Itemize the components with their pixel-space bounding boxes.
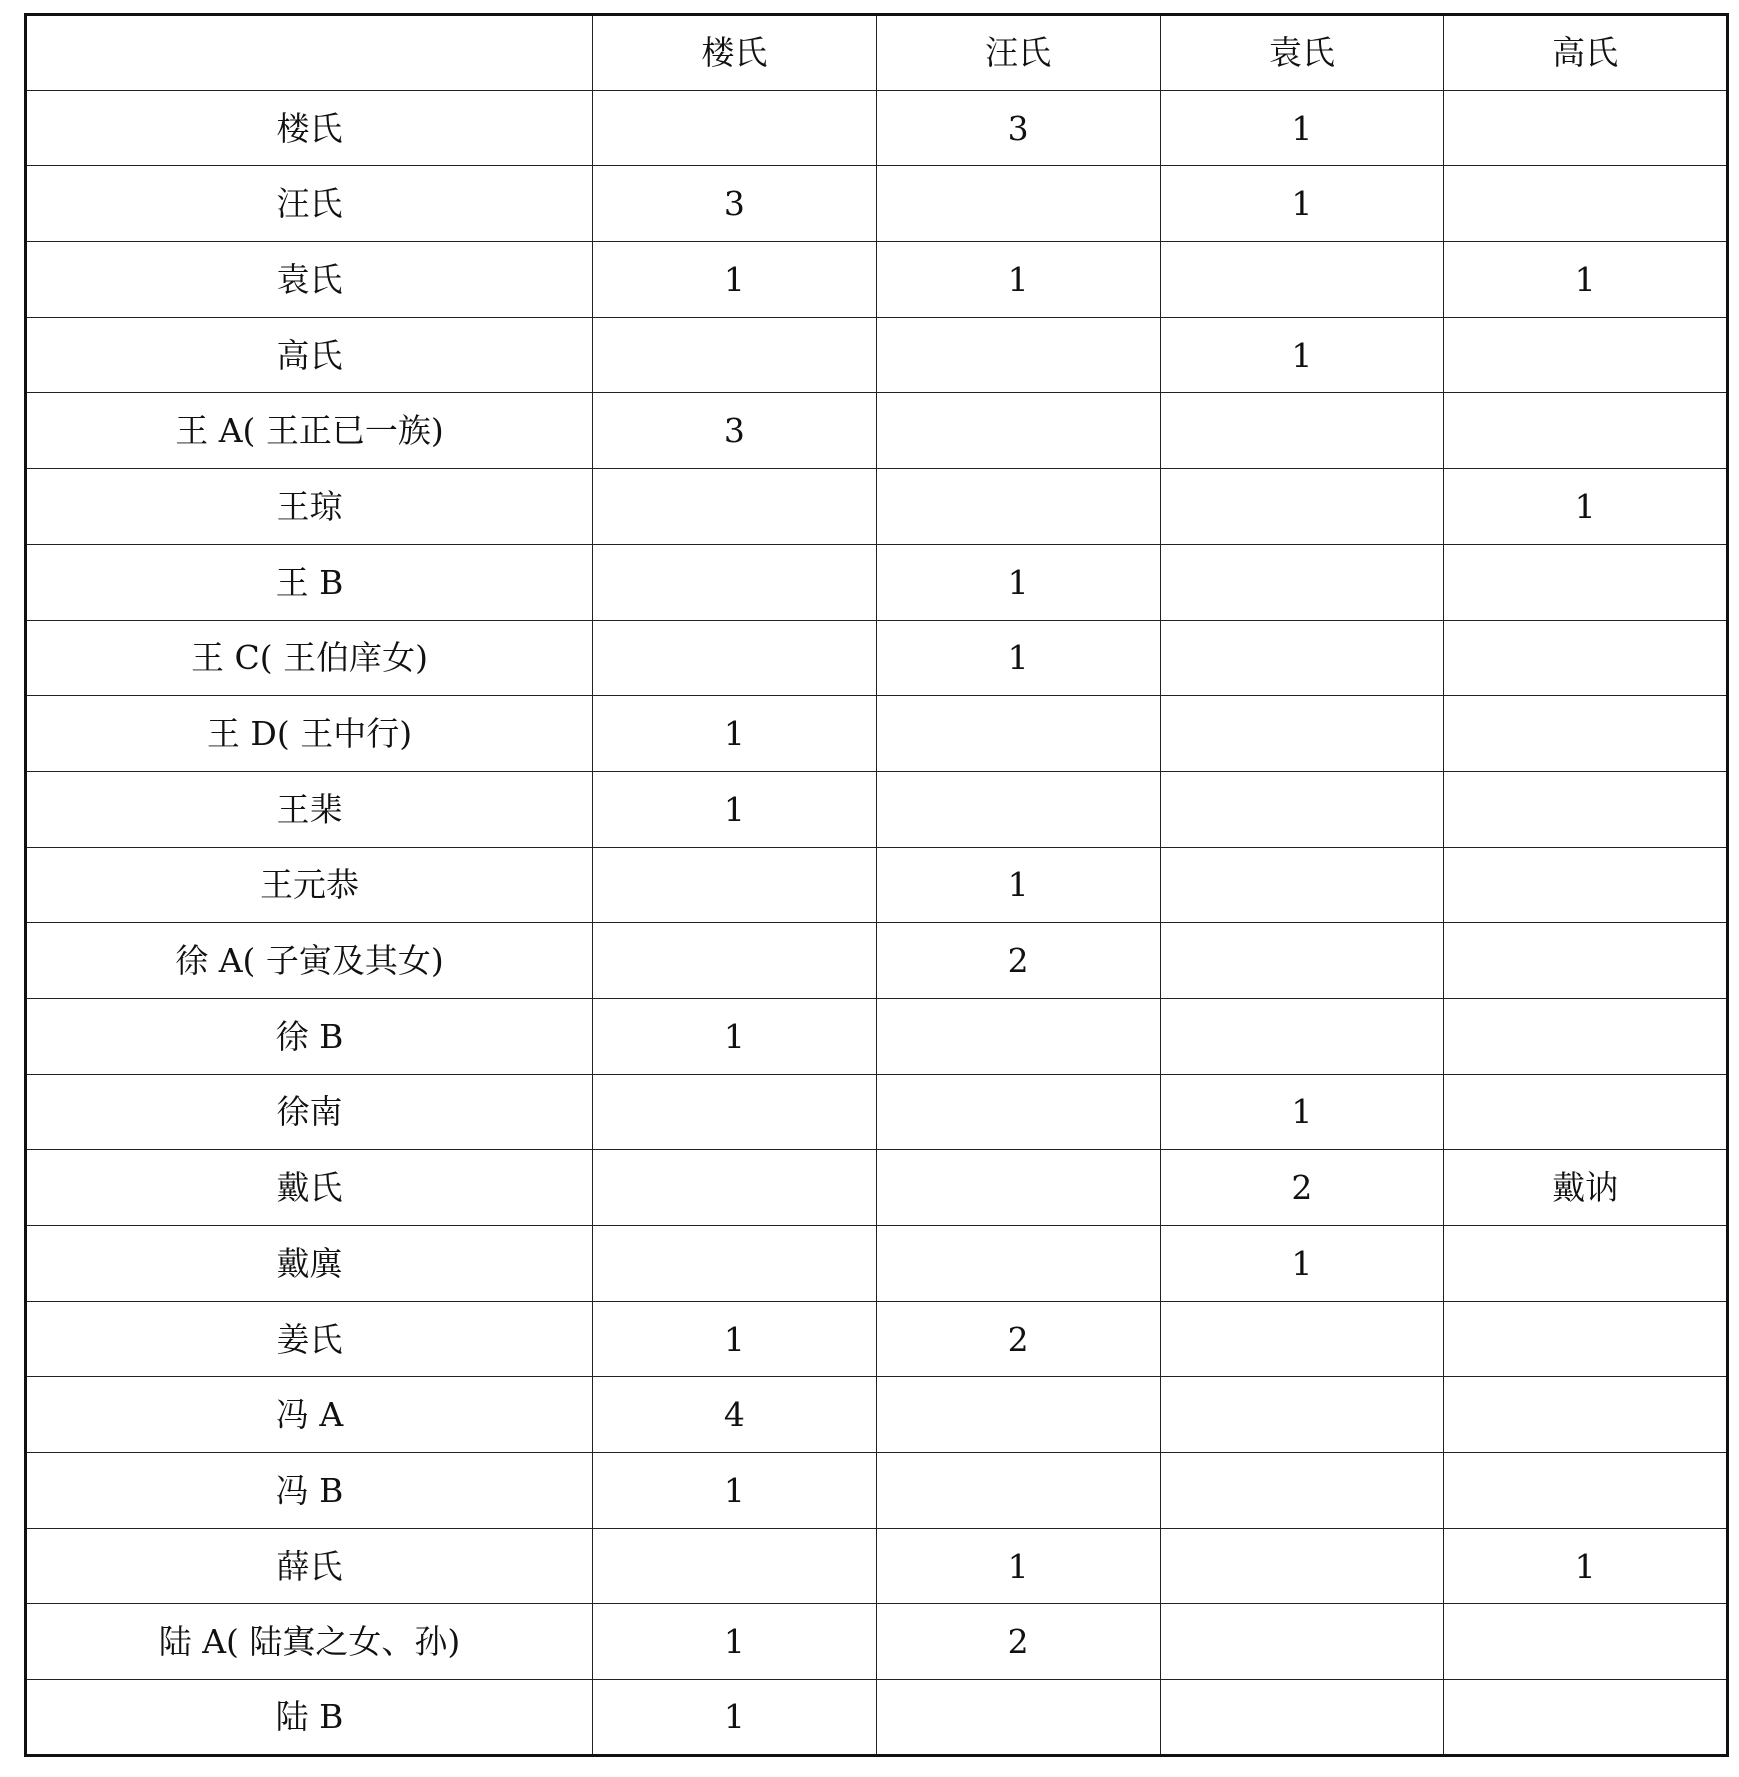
corner-cell [26,15,593,91]
table-cell [1444,998,1728,1074]
table-cell [876,771,1160,847]
table-row [26,242,1728,318]
row-label: 冯 B [26,1453,593,1529]
table-cell [1160,847,1444,923]
table-cell [593,1150,877,1226]
table-cell: 1 [593,1680,877,1756]
table-cell [1444,771,1728,847]
table-cell: 1 [1160,1226,1444,1302]
table-cell [1444,1226,1728,1302]
row-label: 王 A( 王正已一族) [26,393,593,469]
table-cell: 4 [593,1377,877,1453]
table-cell: 1 [876,620,1160,696]
table-cell: 1 [1160,90,1444,166]
table-cell [593,923,877,999]
table-row [26,1150,1728,1226]
table-cell [593,90,877,166]
table-cell [1160,620,1444,696]
table-row [26,166,1728,242]
table-cell: 3 [593,166,877,242]
row-label: 姜氏 [26,1301,593,1377]
table-cell: 1 [876,242,1160,318]
marriage-table [24,13,1729,1757]
table-cell [1160,771,1444,847]
table-row [26,620,1728,696]
table-cell [876,1453,1160,1529]
table-row [26,1377,1728,1453]
table-row [26,1226,1728,1302]
table-row [26,923,1728,999]
table-row [26,544,1728,620]
table-cell [1444,1301,1728,1377]
table-cell [1444,923,1728,999]
table-cell [1444,90,1728,166]
table-cell [1444,1074,1728,1150]
table-cell [876,1226,1160,1302]
table-cell: 1 [593,1604,877,1680]
row-label: 王 B [26,544,593,620]
table-cell [1160,1604,1444,1680]
table-cell [593,1074,877,1150]
row-label: 戴廙 [26,1226,593,1302]
table-cell: 1 [593,771,877,847]
table-row [26,1680,1728,1756]
table-cell [1160,998,1444,1074]
row-label: 高氏 [26,317,593,393]
table-cell: 1 [1160,317,1444,393]
table-cell: 1 [1160,166,1444,242]
table-body [26,90,1728,1755]
table-cell: 2 [876,1301,1160,1377]
table-row [26,1301,1728,1377]
row-label: 薛氏 [26,1528,593,1604]
table-cell [1444,393,1728,469]
row-label: 陆 A( 陆寘之女、孙) [26,1604,593,1680]
table-cell [1160,1680,1444,1756]
table-cell [1444,847,1728,923]
row-label: 戴氏 [26,1150,593,1226]
table-cell [876,1377,1160,1453]
table-row [26,998,1728,1074]
table-cell [593,317,877,393]
row-label: 陆 B [26,1680,593,1756]
header-row [26,15,1728,91]
marriage-table-container [24,13,1726,1756]
row-label: 徐 A( 子寅及其女) [26,923,593,999]
row-label: 冯 A [26,1377,593,1453]
row-label: 汪氏 [26,166,593,242]
row-label: 王棐 [26,771,593,847]
table-cell: 1 [876,847,1160,923]
column-header: 袁氏 [1160,15,1444,91]
row-label: 徐南 [26,1074,593,1150]
table-cell [876,998,1160,1074]
table-cell: 1 [876,1528,1160,1604]
table-cell [876,469,1160,545]
table-cell: 3 [593,393,877,469]
table-cell [876,1150,1160,1226]
table-cell: 2 [1160,1150,1444,1226]
column-header: 楼氏 [593,15,877,91]
table-cell: 1 [593,242,877,318]
table-cell [593,544,877,620]
table-cell [1444,1604,1728,1680]
table-cell [1444,1377,1728,1453]
row-label: 楼氏 [26,90,593,166]
table-row [26,1453,1728,1529]
row-label: 徐 B [26,998,593,1074]
table-row [26,317,1728,393]
table-row [26,1604,1728,1680]
table-cell [876,1680,1160,1756]
table-row [26,393,1728,469]
table-cell [1444,696,1728,772]
table-cell [1160,469,1444,545]
table-cell [593,469,877,545]
row-label: 袁氏 [26,242,593,318]
table-row [26,696,1728,772]
table-cell [1160,1453,1444,1529]
table-cell [1160,1528,1444,1604]
table-cell [1160,242,1444,318]
table-cell [1444,317,1728,393]
table-cell [593,1226,877,1302]
table-cell [876,393,1160,469]
table-cell: 3 [876,90,1160,166]
table-cell: 1 [876,544,1160,620]
table-row [26,90,1728,166]
table-cell [1160,393,1444,469]
table-cell [876,696,1160,772]
table-row [26,1528,1728,1604]
table-cell: 1 [1444,242,1728,318]
table-cell [876,317,1160,393]
table-cell [876,166,1160,242]
table-cell [593,620,877,696]
table-cell: 1 [593,998,877,1074]
column-header: 高氏 [1444,15,1728,91]
row-label: 王 D( 王中行) [26,696,593,772]
table-cell [593,1528,877,1604]
table-row [26,771,1728,847]
table-cell [1160,1377,1444,1453]
table-cell: 1 [593,1453,877,1529]
table-cell: 1 [593,1301,877,1377]
table-cell [1160,923,1444,999]
table-cell: 2 [876,1604,1160,1680]
table-cell: 1 [1160,1074,1444,1150]
table-cell [1444,1453,1728,1529]
table-cell: 2 [876,923,1160,999]
table-row [26,847,1728,923]
table-cell: 戴讷 [1444,1150,1728,1226]
table-cell [876,1074,1160,1150]
table-cell [1160,696,1444,772]
table-cell [1444,166,1728,242]
table-cell [1444,544,1728,620]
table-cell [1160,1301,1444,1377]
table-cell: 1 [1444,1528,1728,1604]
table-cell: 1 [1444,469,1728,545]
table-cell: 1 [593,696,877,772]
row-label: 王琼 [26,469,593,545]
column-header: 汪氏 [876,15,1160,91]
row-label: 王 C( 王伯庠女) [26,620,593,696]
row-label: 王元恭 [26,847,593,923]
table-row [26,469,1728,545]
table-cell [593,847,877,923]
table-cell [1444,620,1728,696]
table-row [26,1074,1728,1150]
table-cell [1160,544,1444,620]
table-cell [1444,1680,1728,1756]
